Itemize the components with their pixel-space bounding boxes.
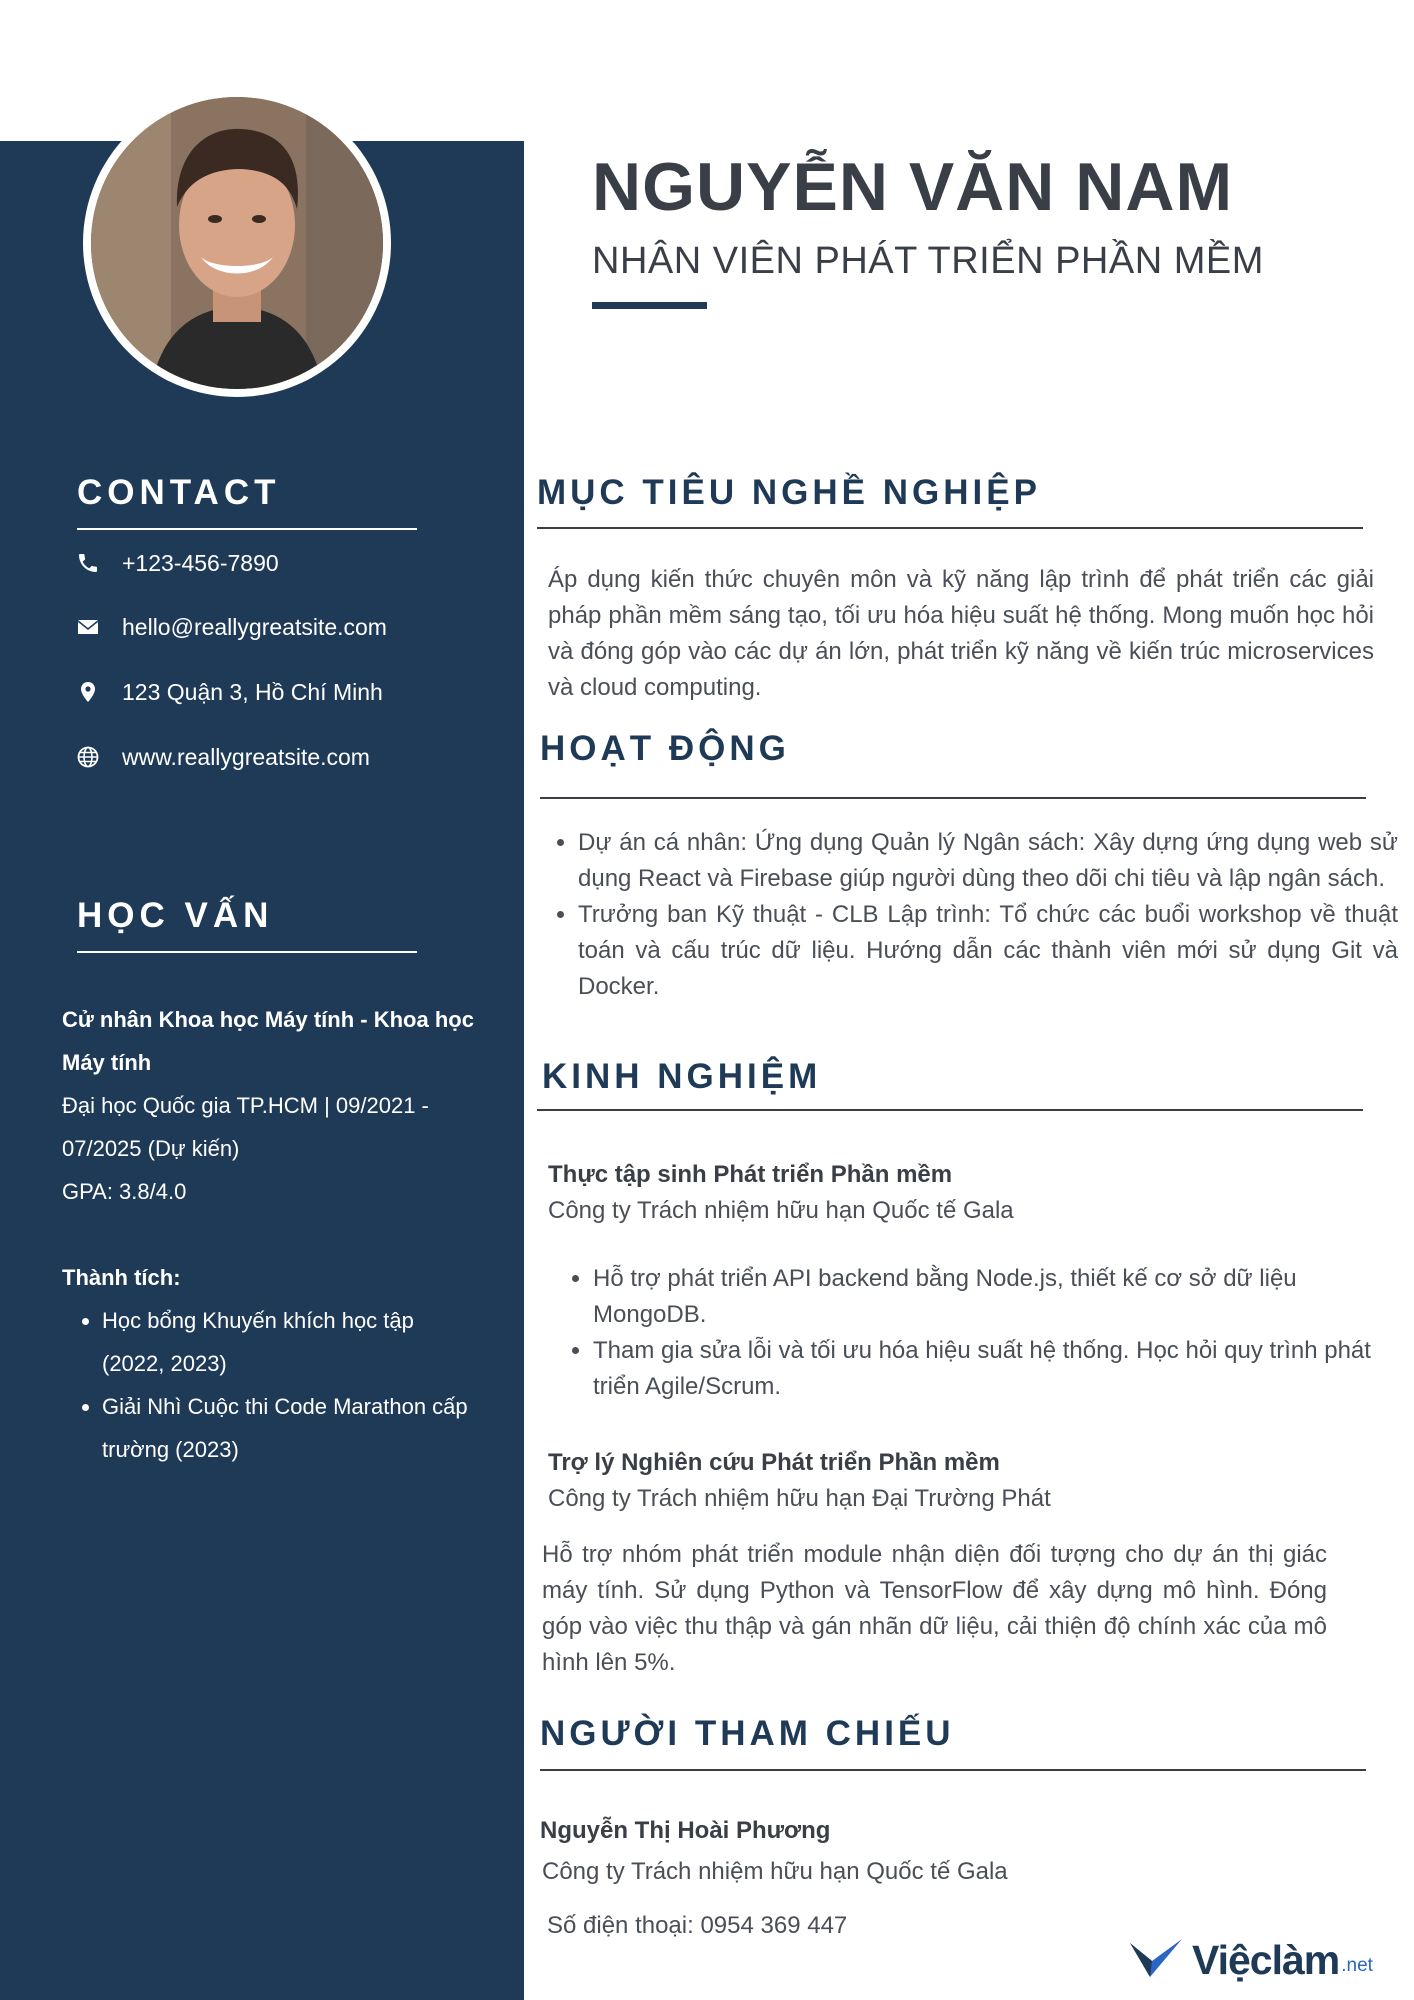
location-icon [74,678,102,706]
avatar [83,89,391,397]
candidate-name: NGUYỄN VĂN NAM [592,149,1234,225]
activities-divider [540,797,1366,799]
achievements-list [62,1299,482,1471]
contact-website-text: www.reallygreatsite.com [122,743,370,770]
email-icon [74,613,102,641]
objective-divider [537,527,1363,529]
job-bullet: • Hỗ trợ phát triển API backend bằng Node.js, thiết kế cơ sở dữ liệu MongoDB. [593,1261,1373,1333]
brand-logo[interactable] [1128,1935,1373,1985]
activities-heading: HOẠT ĐỘNG [540,729,790,768]
references-heading: NGƯỜI THAM CHIẾU [540,1714,955,1753]
job-description: Hỗ trợ nhóm phát triển module nhận diện đối tượng cho dự án thị giác máy tính. Sử dụng Python và TensorFlow để xây dựng mô hình. Đóng góp vào việc thu thập và gán nhãn dữ liệu, cải thiện độ chính xác của mô hình lên 5%. [542,1541,1327,1676]
globe-icon [74,743,102,771]
contact-heading: CONTACT [77,473,281,512]
brand-check-icon [1128,1937,1184,1983]
contact-website[interactable] [74,737,370,777]
activities-list [540,825,1398,1005]
experience-divider [537,1109,1363,1111]
reference-phone: Số điện thoại: 0954 369 447 [547,1912,848,1939]
contact-email-text: hello@reallygreatsite.com [122,613,387,640]
brand-suffix: .net [1341,1955,1373,1976]
references-divider [540,1769,1366,1771]
brand-name: Việclàm [1192,1936,1340,1983]
job-company: Công ty Trách nhiệm hữu hạn Đại Trường Phát [548,1485,1051,1512]
job-bullets [555,1261,1373,1405]
candidate-role: NHÂN VIÊN PHÁT TRIỂN PHẦN MỀM [592,240,1264,282]
objective-text: Áp dụng kiến thức chuyên môn và kỹ năng lập trình để phát triển các giải pháp phần mềm sáng tạo, tối ưu hóa hiệu suất hệ thống. Mong muốn học hỏi và đóng góp vào các dự án lớn, phát triển kỹ năng về kiến trúc microservices và cloud computing. [548,566,1374,701]
achievement-item: • Giải Nhì Cuộc thi Code Marathon cấp trường (2023) [102,1385,482,1471]
phone-icon [74,549,102,577]
contact-phone[interactable] [74,543,279,583]
education-divider [77,951,417,953]
role-accent-bar [592,302,707,309]
job-bullet: • Tham gia sửa lỗi và tối ưu hóa hiệu suất hệ thống. Học hỏi quy trình phát triển Agile/Scrum. [593,1333,1373,1405]
education-heading: HỌC VẤN [77,896,274,935]
achievement-item: • Học bổng Khuyến khích học tập (2022, 2023) [102,1299,482,1385]
experience-heading: KINH NGHIỆM [542,1057,822,1096]
profile-photo [91,97,383,389]
activity-item: • Trưởng ban Kỹ thuật - CLB Lập trình: Tổ chức các buổi workshop về thuật toán và cấu trúc dữ liệu. Hướng dẫn các thành viên mới sử dụng Git và Docker. [578,897,1398,1005]
job-title: Trợ lý Nghiên cứu Phát triển Phần mềm [548,1449,1000,1476]
achievements-label: Thành tích: [62,1265,181,1290]
activity-item: • Dự án cá nhân: Ứng dụng Quản lý Ngân sách: Xây dựng ứng dụng web sử dụng React và Firebase giúp người dùng theo dõi chi tiêu và lập ngân sách. [578,825,1398,897]
education-degree: Cử nhân Khoa học Máy tính - Khoa học Máy tính [62,1007,474,1075]
reference-company: Công ty Trách nhiệm hữu hạn Quốc tế Gala [542,1858,1008,1885]
job-company: Công ty Trách nhiệm hữu hạn Quốc tế Gala [548,1197,1014,1224]
contact-address-text: 123 Quận 3, Hồ Chí Minh [122,678,383,705]
objective-heading: MỤC TIÊU NGHỀ NGHIỆP [537,473,1041,512]
education-school: Đại học Quốc gia TP.HCM | 09/2021 - 07/2025 (Dự kiến) [62,1093,429,1161]
contact-divider [77,528,417,530]
reference-name: Nguyễn Thị Hoài Phương [540,1817,831,1844]
contact-address [74,672,383,712]
education-block [62,998,482,1471]
education-gpa: GPA: 3.8/4.0 [62,1179,187,1204]
contact-email[interactable] [74,607,387,647]
job-title: Thực tập sinh Phát triển Phần mềm [548,1161,953,1188]
contact-phone-text: +123-456-7890 [122,549,279,576]
